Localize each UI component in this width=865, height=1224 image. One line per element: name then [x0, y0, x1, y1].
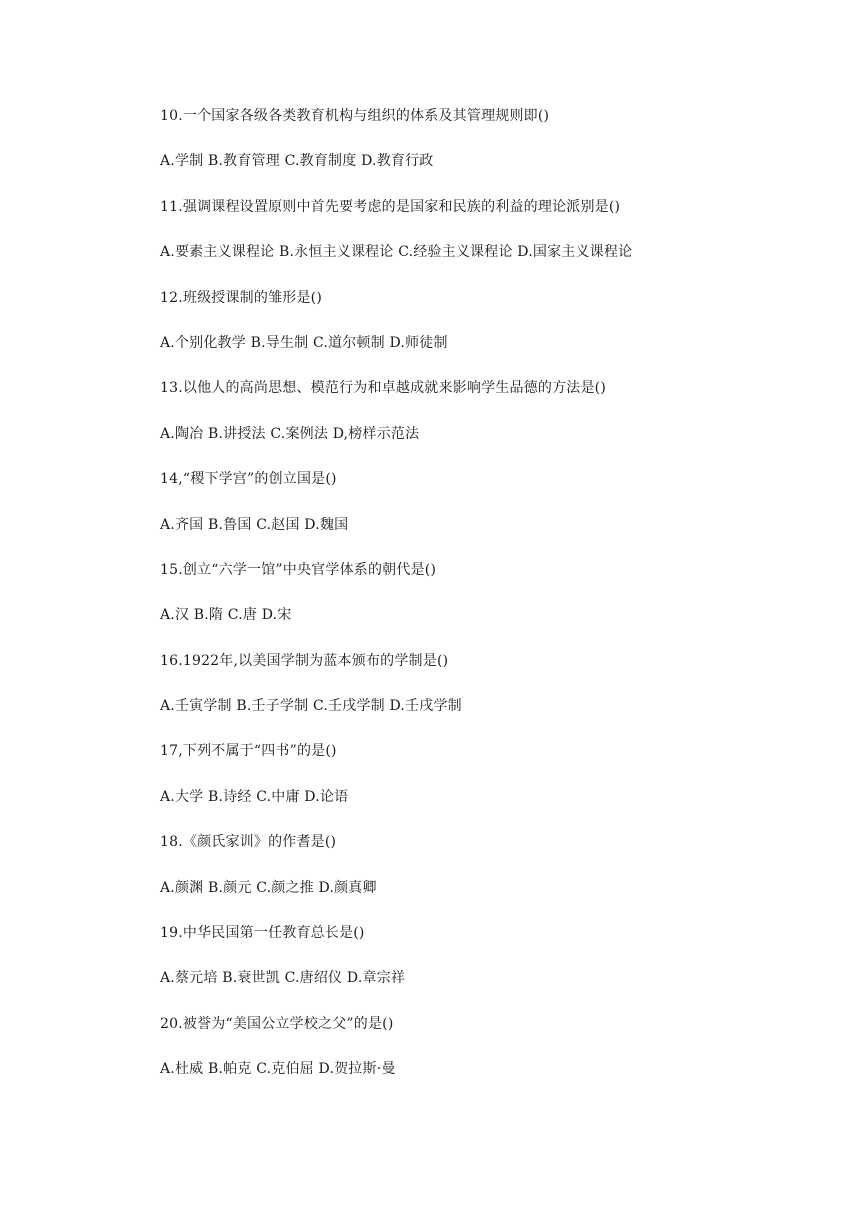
- question-options: A.壬寅学制 B.壬子学制 C.壬戌学制 D.壬戌学制: [160, 698, 462, 715]
- question-options: A.杜威 B.帕克 C.克伯屈 D.贺拉斯·曼: [160, 1061, 396, 1078]
- question-stem: 12.班级授课制的雏形是(): [160, 289, 322, 306]
- question-stem: 10.一个国家各级各类教育机构与组织的体系及其管理规则即(): [160, 108, 550, 124]
- question-options: A.学制 B.教育管理 C.教育制度 D.教育行政: [160, 153, 434, 170]
- question-stem: 18.《颜氏家训》的作耆是(): [160, 834, 337, 851]
- question-stem: 15.创立“六学一馆”中央官学体系的朝代是(): [160, 561, 437, 578]
- question-stem: 19.中华民国第一任教育总长是(): [160, 925, 365, 942]
- question-options: A.齐国 B.鲁国 C.赵国 D.魏国: [160, 516, 349, 533]
- question-stem: 17,下列不属于“四书”的是(): [160, 743, 337, 760]
- question-options: A.颜渊 B.颜元 C.颜之推 D.颜真卿: [160, 879, 377, 896]
- question-stem: 13.以他人的高尚思想、模范行为和卓越成就来影响学生品德的方法是(): [160, 380, 606, 397]
- question-options: A.汉 B.隋 C.唐 D.宋: [160, 607, 292, 624]
- question-stem: 20.被誉为“美国公立学校之父”的是(): [160, 1015, 394, 1032]
- question-options: A.要素主义课程论 B.永恒主义课程论 C.经验主义课程论 D.国家主义课程论: [160, 244, 633, 261]
- question-options: A.蔡元培 B.衰世凯 C.唐绍仪 D.章宗祥: [160, 970, 406, 987]
- question-options: A.陶冶 B.讲授法 C.案例法 D,榜样示范法: [160, 425, 420, 442]
- question-options: A.大学 B.诗经 C.中庸 D.论语: [160, 788, 349, 805]
- question-list: [160, 103, 820, 1102]
- question-stem: 11.强调课程设置原则中首先要考虑的是国家和民族的利益的理论派别是(): [160, 198, 621, 215]
- question-options: A.个别化教学 B.导生制 C.道尔顿制 D.师徒制: [160, 334, 448, 351]
- question-stem: 14,“稷下学宫”的创立国是(): [160, 471, 337, 488]
- question-stem: 16.1922年,以美国学制为蓝本颁布的学制是(): [160, 652, 449, 669]
